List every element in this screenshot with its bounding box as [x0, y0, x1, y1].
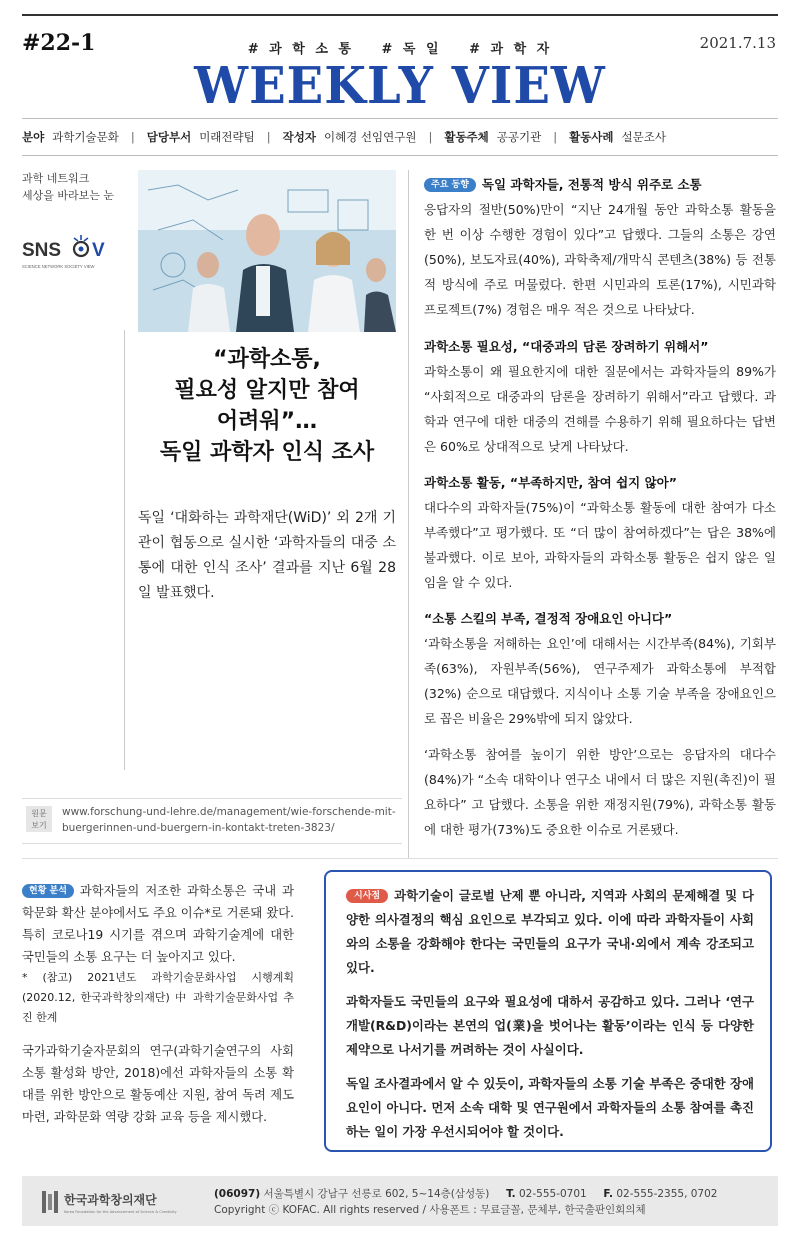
- section-divider: [22, 858, 778, 859]
- source-badge-line: 원문: [31, 809, 47, 818]
- kofac-logo-icon: [42, 1191, 46, 1213]
- implication-para: 독일 조사결과에서 알 수 있듯이, 과학자들의 소통 기술 부족은 중대한 장애요인이 아니다. 먼저 소속 대학 및 연구원에서 과학자들의 소통 참여를 촉진하는 일이 가장 우선시되어야 할 것이다.: [346, 1076, 754, 1139]
- footer-address: [214, 1186, 717, 1218]
- headline-line: 독일 과학자 인식 조사: [159, 440, 375, 465]
- meta-separator: |: [130, 130, 135, 144]
- section-body: 응답자의 절반(50%)만이 “지난 24개월 동안 과학소통 활동을 한 번 이상 수행한 경험이 있다”고 답했다. 그들의 소통은 강연(50%), 보도자료(40%), 과학축제/개막식 콘텐츠(38%) 등 전통적 방식에 주로 머물렀다. 한편 시민과의 토론(17%), 시민과학 프로젝트(7%) 경험은 매우 적은 것으로 나타났다.: [424, 202, 776, 317]
- analysis-section: [22, 880, 294, 1128]
- sns-logo-sub: SCIENCE NETWORK SOCIETY VIEW: [22, 264, 95, 269]
- sns-logo-text: SNS: [22, 240, 62, 261]
- source-badge-line: 보기: [31, 821, 47, 830]
- article-lead: 독일 ‘대화하는 과학재단(WiD)’ 외 2개 기관이 협동으로 실시한 ‘과학자들의 대중 소통에 대한 인식 조사’ 결과를 지난 6월 28일 발표했다.: [138, 510, 396, 601]
- meta-separator: |: [553, 130, 558, 144]
- implication-badge: 시사점: [346, 889, 388, 903]
- section-body: 대다수의 과학자들(75%)이 “과학소통 활동에 대한 참여가 다소 부족했다”고 평가했다. 또 “더 많이 참여하겠다”는 답은 38%에 불과했다. 이로 보아, 과학자들의 과학소통 활동은 쉽지 않은 일임을 알 수 있다.: [424, 500, 776, 590]
- eye-pupil-icon: [79, 247, 84, 252]
- trend-section-1: [424, 172, 776, 322]
- headline-line: “과학소통,: [213, 347, 321, 372]
- analysis-para: 국가과학기술자문회의 연구(과학기술연구의 사회소통 활성화 방안, 2018)에선 과학자들의 소통 확대를 위한 방안으로 활동예산 지원, 참여 독려 제도 마련, 과학문화 역량 강화 교육 등을 제시했다.: [22, 1044, 294, 1124]
- side-tagline-line: 과학 네트워크: [22, 172, 90, 185]
- meta-value: 이혜경 선임연구원: [323, 130, 417, 144]
- implication-para: 과학자들도 국민들의 요구와 필요성에 대하서 공감하고 있다. 그러나 ‘연구개발(R&D)이라는 본연의 업(業)을 벗어나는 활동’이라는 인식 등 다양한 제약으로 나서기를 꺼려하는 것이 사실이다.: [346, 994, 754, 1057]
- meta-separator: |: [428, 130, 433, 144]
- footer-tel: 02-555-0701: [519, 1188, 587, 1200]
- eye-rays-icon: [74, 235, 88, 241]
- meta-value: 공공기관: [496, 130, 542, 144]
- section-body: ‘과학소통을 저해하는 요인’에 대해서는 시간부족(84%), 기회부족(63%), 자원부족(56%), 연구주제가 과학소통에 부적합(32%) 순으로 대답했다. 지식이나 소통 기술 부족을 장애요인으로 꼽은 비율은 29%밖에 되지 않았다.: [424, 636, 776, 726]
- meta-value: 설문조사: [621, 130, 666, 144]
- side-tagline-line: 세상을 바라보는 눈: [22, 189, 115, 202]
- meta-separator: |: [266, 130, 271, 144]
- article-headline: [138, 344, 396, 468]
- meta-value: 미래전략팀: [199, 130, 255, 144]
- headline-line: 어려워”…: [216, 409, 318, 434]
- section-title: “소통 스킬의 부족, 결정적 장애요인 아니다”: [424, 611, 673, 626]
- trend-section-4: [424, 606, 776, 731]
- source-badge[interactable]: [26, 806, 52, 832]
- sns-logo-v: V: [92, 240, 105, 261]
- section-body: ‘과학소통 참여를 높이기 위한 방안’으로는 응답자의 대다수(84%)가 “소속 대학이나 연구소 내에서 더 많은 지원(촉진)이 필요하다” 고 답했다. 소통을 위한 재정지원(79%), 과학소통 활동에 대한 평가(73%)도 중요한 이슈로 거론됐다.: [424, 747, 776, 837]
- section-title: 독일 과학자들, 전통적 방식 위주로 소통: [481, 177, 702, 192]
- scientists-photo-illustration: [138, 170, 396, 332]
- section-title: 과학소통 활동, “부족하지만, 참여 쉽지 않아”: [424, 475, 677, 490]
- sns-view-logo: [22, 230, 122, 274]
- meta-key: 활동사례: [569, 130, 614, 144]
- kofac-logo-sub: Korea Foundation for the Advancement of Science & Creativity: [64, 1210, 177, 1214]
- meta-value: 과학기술문화: [52, 130, 119, 144]
- trend-section-3: [424, 470, 776, 595]
- hashtag-row: [0, 38, 800, 57]
- footer-copyright: Copyright ⓒ KOFAC. All rights reserved / 사용폰트 : 무료글꼴, 문체부, 한국출판인회의체: [214, 1204, 646, 1216]
- trend-section-2: [424, 334, 776, 459]
- source-link[interactable]: www.forschung-und-lehre.de/management/wie-forschende-mit-buergerinnen-und-buergern-in-kontakt-treten-3823/: [62, 806, 396, 834]
- analysis-footnote: * (참고) 2021년도 과학기술문화사업 시행계획 (2020.12, 한국과학창의재단) 中 과학기술문화사업 추진 한계: [22, 971, 294, 1024]
- footer-street: 서울특별시 강남구 선릉로 602, 5~14층(삼성동): [263, 1188, 490, 1200]
- trend-section-5: [424, 742, 776, 842]
- top-rule: [22, 14, 778, 16]
- trend-badge: 주요 동향: [424, 178, 476, 192]
- kofac-logo: [42, 1188, 212, 1216]
- analysis-badge: 현황 분석: [22, 884, 74, 898]
- footer-tel-key: T.: [506, 1188, 516, 1200]
- hashtag[interactable]: # 독 일: [381, 42, 442, 57]
- meta-key: 분야: [22, 130, 45, 144]
- column-divider: [124, 330, 125, 770]
- kofac-logo-name: 한국과학창의재단: [64, 1193, 157, 1207]
- footer-fax: 02-555-2355, 0702: [616, 1188, 718, 1200]
- weekly-view-logo: WEEKLY VIEW: [194, 56, 606, 116]
- issue-number: #22-1: [22, 30, 96, 56]
- side-tagline: [22, 170, 114, 204]
- implication-text: [346, 884, 754, 1144]
- meta-key: 담당부서: [146, 130, 192, 144]
- hashtag[interactable]: # 과 학 자: [469, 42, 553, 57]
- meta-bar: [22, 118, 778, 156]
- footer-zip: (06097): [214, 1188, 261, 1200]
- analysis-para: 과학자들의 저조한 과학소통은 국내 과학문화 확산 분야에서도 주요 이슈*로 거론돼 왔다. 특히 코로나19 시기를 겪으며 과학기술계에 대한 국민들의 소통 요구는 더 높아지고 있다.: [22, 884, 294, 964]
- column-divider: [408, 170, 409, 858]
- section-body: 과학소통이 왜 필요한지에 대한 질문에서는 과학자들의 89%가 “사회적으로 대중과의 담론을 장려하기 위해서”라고 답했다. 과학과 연구에 대한 대중의 견해를 수용하기 위해 필요하다는 답변은 60%로 상대적으로 낮게 나타났다.: [424, 364, 776, 454]
- article-photo: [138, 170, 396, 332]
- headline-line: 필요성 알지만 참여: [174, 378, 360, 403]
- meta-key: 활동주체: [444, 130, 489, 144]
- meta-key: 작성자: [282, 130, 316, 144]
- issue-date: 2021.7.13: [699, 34, 776, 52]
- hashtag[interactable]: # 과 학 소 통: [247, 42, 354, 57]
- implication-para: 과학기술이 글로벌 난제 뿐 아니라, 지역과 사회의 문제해결 및 다양한 의사결정의 핵심 요인으로 부각되고 있다. 이에 따라 과학자들이 사회와의 소통을 강화해야 한다는 국민들의 요구가 국내·외에서 계속 강조되고 있다.: [346, 888, 754, 975]
- section-title: 과학소통 필요성, “대중과의 담론 장려하기 위해서”: [424, 339, 709, 354]
- footer-fax-key: F.: [603, 1188, 614, 1200]
